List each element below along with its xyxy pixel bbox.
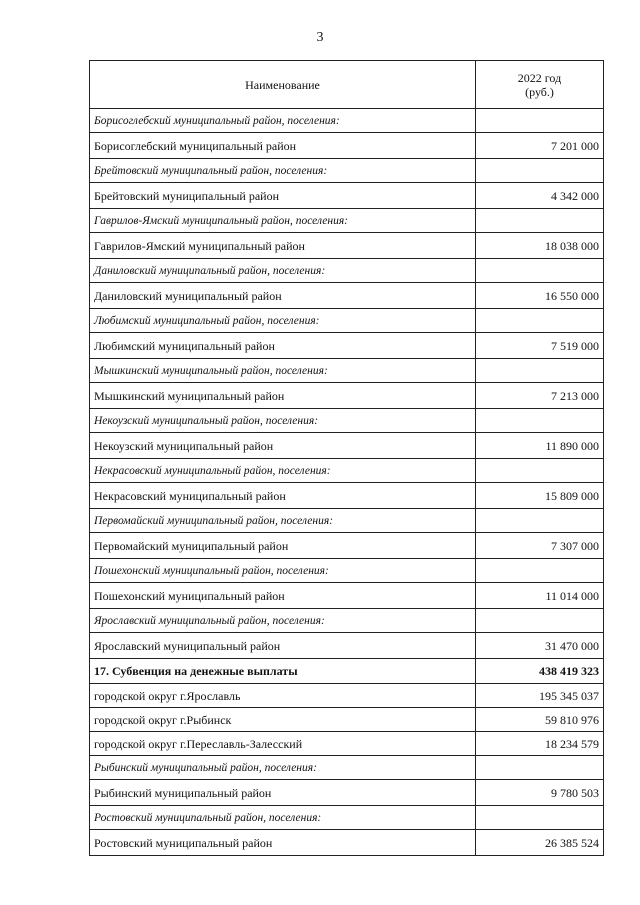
amount-cell: 438 419 323	[476, 659, 604, 684]
group-heading-cell: Даниловский муниципальный район, поселения:	[90, 259, 476, 283]
group-heading-cell: Некоузский муниципальный район, поселения:	[90, 409, 476, 433]
amount-cell: 15 809 000	[476, 483, 604, 509]
amount-cell: 195 345 037	[476, 684, 604, 708]
group-heading-cell: Гаврилов-Ямский муниципальный район, поселения:	[90, 209, 476, 233]
table-row	[90, 283, 604, 309]
table-row	[90, 383, 604, 409]
column-header-amount	[476, 61, 604, 109]
amount-cell	[476, 109, 604, 133]
amount-cell: 4 342 000	[476, 183, 604, 209]
table-row	[90, 333, 604, 359]
amount-cell: 16 550 000	[476, 283, 604, 309]
amount-cell	[476, 756, 604, 780]
table-row	[90, 659, 604, 684]
amount-cell: 9 780 503	[476, 780, 604, 806]
name-cell: Первомайский муниципальный район	[90, 533, 476, 559]
amount-cell: 7 307 000	[476, 533, 604, 559]
amount-cell	[476, 559, 604, 583]
group-heading-cell: Рыбинский муниципальный район, поселения:	[90, 756, 476, 780]
page-number: 3	[316, 30, 324, 45]
group-heading-cell: Любимский муниципальный район, поселения:	[90, 309, 476, 333]
group-heading-cell: Некрасовский муниципальный район, поселения:	[90, 459, 476, 483]
name-cell: городской округ г.Рыбинск	[90, 708, 476, 732]
table-row	[90, 409, 604, 433]
amount-cell	[476, 459, 604, 483]
name-cell: Ростовский муниципальный район	[90, 830, 476, 856]
name-cell: Ярославский муниципальный район	[90, 633, 476, 659]
name-cell: Некоузский муниципальный район	[90, 433, 476, 459]
amount-cell: 18 234 579	[476, 732, 604, 756]
name-cell: городской округ г.Ярославль	[90, 684, 476, 708]
table-row	[90, 483, 604, 509]
group-heading-cell: Брейтовский муниципальный район, поселения:	[90, 159, 476, 183]
table-row	[90, 509, 604, 533]
group-heading-cell: Борисоглебский муниципальный район, поселения:	[90, 109, 476, 133]
column-header-name: Наименование	[90, 61, 476, 109]
table-row	[90, 309, 604, 333]
table-row	[90, 708, 604, 732]
amount-cell	[476, 159, 604, 183]
table-row	[90, 684, 604, 708]
amount-cell	[476, 509, 604, 533]
amount-cell	[476, 209, 604, 233]
table-row	[90, 233, 604, 259]
name-cell: Борисоглебский муниципальный район	[90, 133, 476, 159]
amount-cell	[476, 806, 604, 830]
amount-cell: 11 890 000	[476, 433, 604, 459]
table-row	[90, 633, 604, 659]
table-row	[90, 806, 604, 830]
name-cell: Любимский муниципальный район	[90, 333, 476, 359]
amount-cell: 31 470 000	[476, 633, 604, 659]
budget-table	[89, 60, 604, 856]
table-row	[90, 830, 604, 856]
table-header-row	[90, 61, 604, 109]
amount-cell: 7 519 000	[476, 333, 604, 359]
name-cell: Пошехонский муниципальный район	[90, 583, 476, 609]
table-row	[90, 433, 604, 459]
table-row	[90, 732, 604, 756]
group-heading-cell: Пошехонский муниципальный район, поселения:	[90, 559, 476, 583]
table-row	[90, 756, 604, 780]
amount-cell: 18 038 000	[476, 233, 604, 259]
table-row	[90, 583, 604, 609]
table-row	[90, 183, 604, 209]
name-cell: Рыбинский муниципальный район	[90, 780, 476, 806]
amount-cell	[476, 359, 604, 383]
amount-cell	[476, 259, 604, 283]
name-cell: Мышкинский муниципальный район	[90, 383, 476, 409]
name-cell: Даниловский муниципальный район	[90, 283, 476, 309]
table-row	[90, 459, 604, 483]
amount-cell: 7 201 000	[476, 133, 604, 159]
name-cell: Гаврилов-Ямский муниципальный район	[90, 233, 476, 259]
name-cell: городской округ г.Переславль-Залесский	[90, 732, 476, 756]
group-heading-cell: Ярославский муниципальный район, поселения:	[90, 609, 476, 633]
name-cell: Некрасовский муниципальный район	[90, 483, 476, 509]
group-heading-cell: Первомайский муниципальный район, поселения:	[90, 509, 476, 533]
amount-cell: 7 213 000	[476, 383, 604, 409]
name-cell: 17. Субвенция на денежные выплаты	[90, 659, 476, 684]
amount-cell: 59 810 976	[476, 708, 604, 732]
table-row	[90, 209, 604, 233]
table-body	[90, 109, 604, 856]
amount-cell: 26 385 524	[476, 830, 604, 856]
table-row	[90, 259, 604, 283]
table-row	[90, 559, 604, 583]
table-row	[90, 533, 604, 559]
table-row	[90, 133, 604, 159]
name-cell: Брейтовский муниципальный район	[90, 183, 476, 209]
table-row	[90, 609, 604, 633]
column-header-year: 2022 год	[517, 70, 562, 85]
table-row	[90, 159, 604, 183]
table-row	[90, 359, 604, 383]
column-header-unit: (руб.)	[525, 84, 554, 99]
amount-cell	[476, 309, 604, 333]
amount-cell	[476, 409, 604, 433]
group-heading-cell: Ростовский муниципальный район, поселения:	[90, 806, 476, 830]
amount-cell	[476, 609, 604, 633]
group-heading-cell: Мышкинский муниципальный район, поселения:	[90, 359, 476, 383]
table-row	[90, 780, 604, 806]
amount-cell: 11 014 000	[476, 583, 604, 609]
table-row	[90, 109, 604, 133]
